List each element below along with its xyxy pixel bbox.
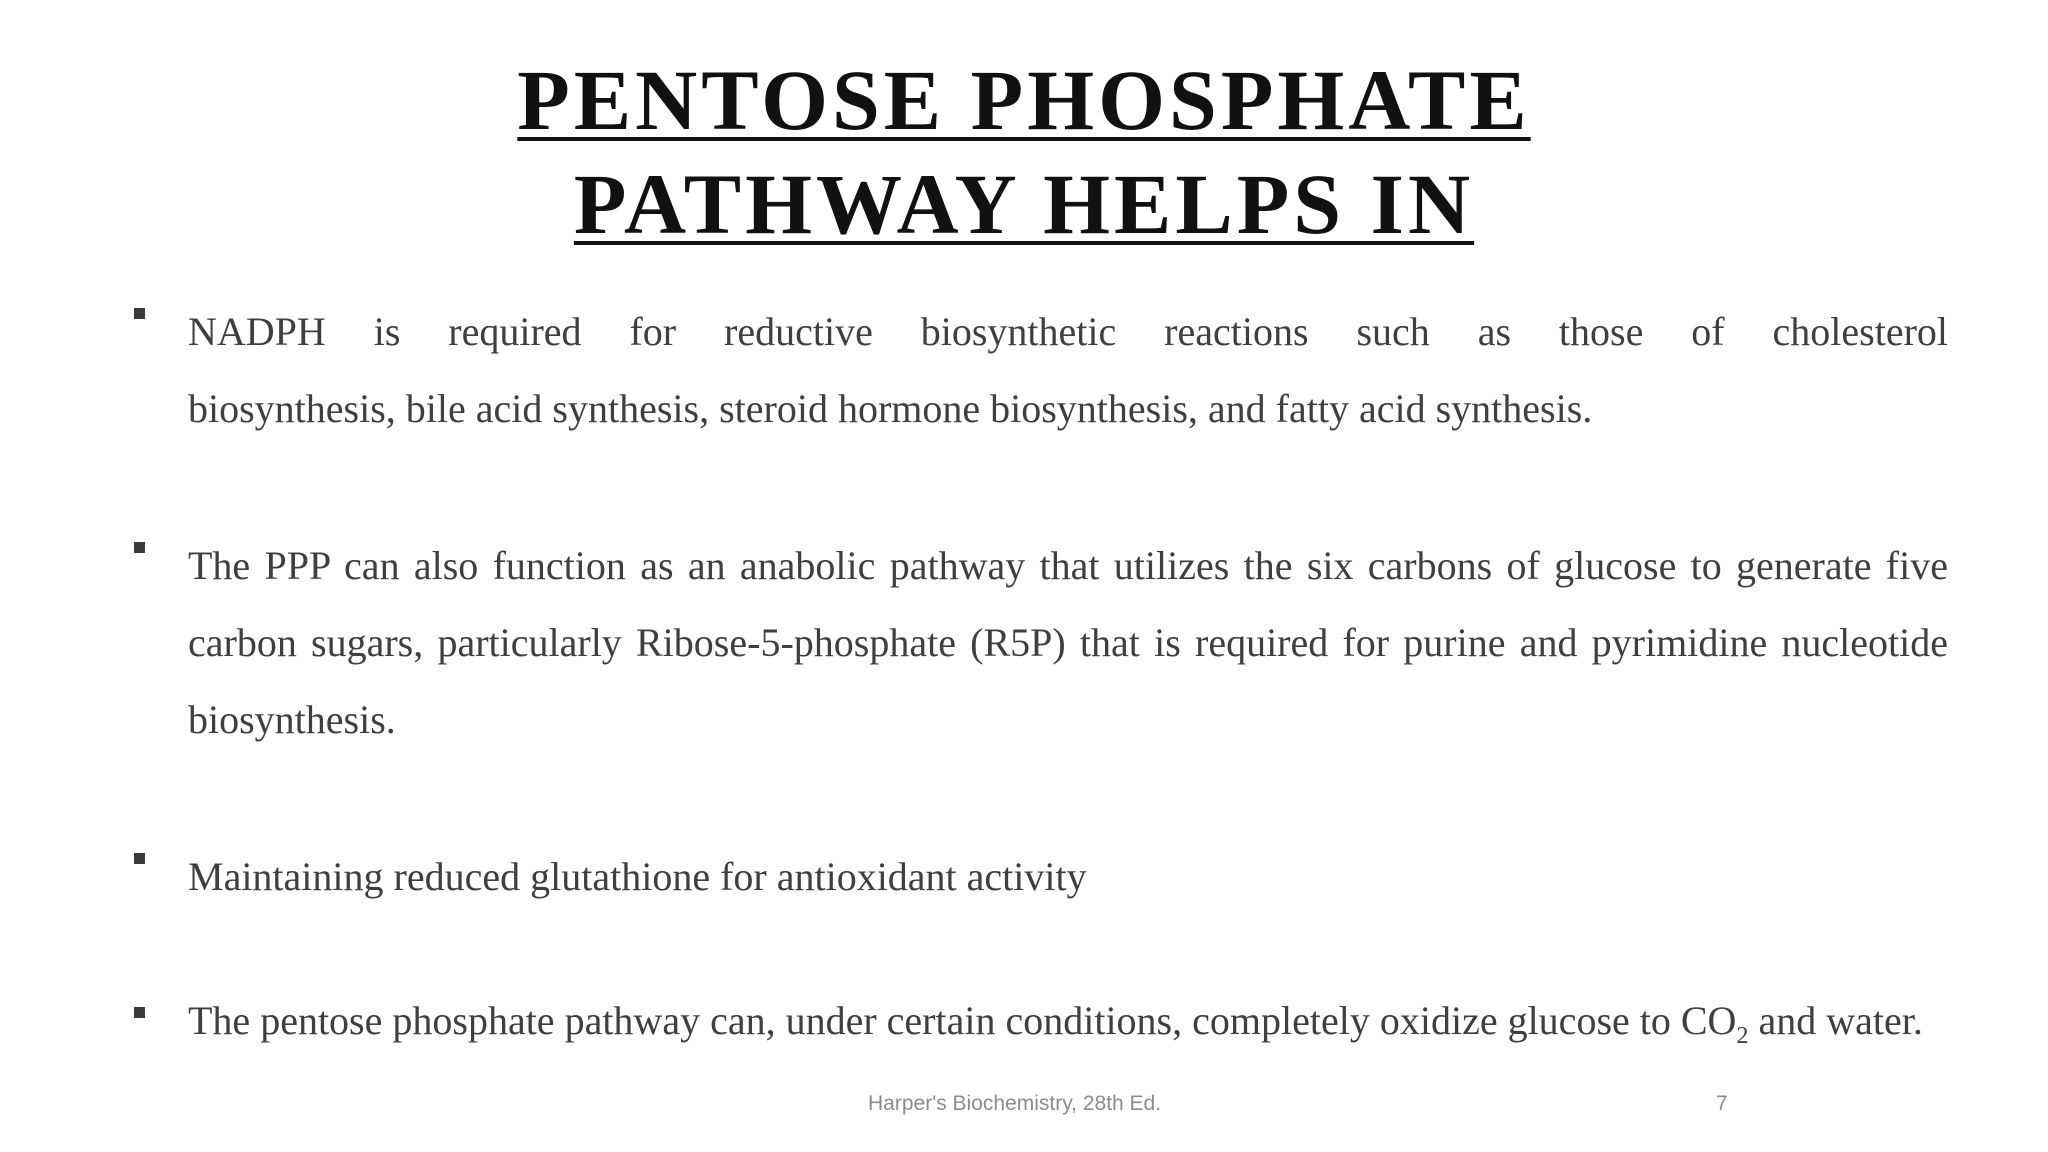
bullet-text: The pentose phosphate pathway can, under certain conditions, completely oxidize glucose to CO xyxy=(188,998,1737,1043)
bullet-text: Maintaining reduced glutathione for antioxidant activity xyxy=(188,854,1087,899)
bullet-item-glutathione xyxy=(130,838,1948,915)
bullet-item-oxidize xyxy=(130,992,1948,1050)
footer-source: Harper's Biochemistry, 28th Ed. xyxy=(868,1092,1162,1115)
bullet-item-nadph xyxy=(130,293,1948,447)
page-number: 7 xyxy=(1716,1092,1728,1115)
bullet-text: The PPP can also function as an anabolic pathway that utilizes the six carbons of glucose to generate five carbon sugars, particularly Ribose-5-phosphate (R5P) that is required for purine and pyrimidine nucleotide biosynthesis. xyxy=(188,543,1948,742)
bullet-item-anabolic xyxy=(130,527,1948,758)
slide-title xyxy=(0,48,2048,256)
bullet-list xyxy=(130,293,1948,1050)
bullet-text-continuation: biosynthesis, bile acid synthesis, steroid hormone biosynthesis, and fatty acid synthesis. xyxy=(188,386,1593,431)
co2-subscript: 2 xyxy=(1736,1023,1749,1049)
bullet-text-line: NADPH is required for reductive biosynthetic reactions such as those of cholesterol xyxy=(188,309,1948,354)
bullet-text-end: and water. xyxy=(1748,998,1923,1043)
title-line-2: PATHWAY HELPS IN xyxy=(573,156,1475,252)
title-line-1: PENTOSE PHOSPHATE xyxy=(517,52,1531,148)
